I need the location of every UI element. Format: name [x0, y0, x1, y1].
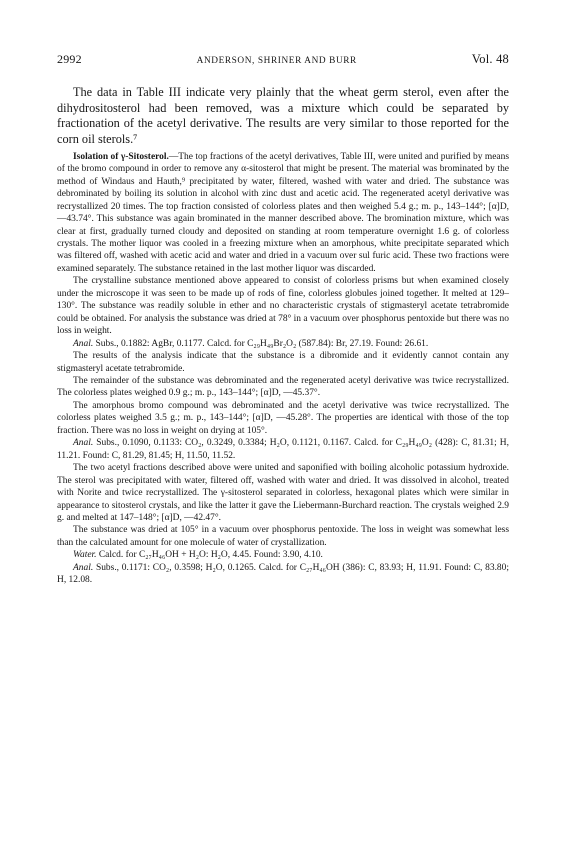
intro-section — [57, 85, 509, 148]
analysis-text: Subs., 0.1171: CO₂, 0.3598; H₂O, 0.1265. Calcd. for C₂₇H₄₆OH (386): C, 83.93; H, 11.91. Found: C, 83.80; H, 12.08. — [57, 562, 509, 586]
paragraph-saponification: The two acetyl fractions described above were united and saponified with boiling alcoholic potassium hydroxide. The sterol was precipitated with water, filtered off, washed with water and dried. It was dissolved in alcohol, treated with Norite and twice recrystallized. The γ-sitosterol separated in colorless, hexagonal plates which were similar in appearance to sitosterol crystals, and like the latter it gave the Liebermann-Burchard reaction. The crystals weighed 2.9 g. and melted at 147–148°; [α]D, —42.47°. — [57, 463, 509, 523]
volume-label: Vol. 48 — [471, 52, 509, 66]
section-heading: Isolation of γ-Sitosterol. — [73, 151, 169, 162]
analysis-line-1 — [57, 338, 509, 350]
analysis-text: Subs., 0.1090, 0.1133: CO₂, 0.3249, 0.3384; H₂O, 0.1121, 0.1167. Calcd. for C₂₉H₄₉O₂ (428): C, 81.31; H, 11.21. Found: C, 81.29, 81.45; H, 11.50, 11.52. — [57, 438, 509, 461]
water-text: Calcd. for C₂₇H₄₆OH + H₂O: H₂O, 4.45. Found: 3.90, 4.10. — [96, 550, 323, 561]
paragraph-remainder: The remainder of the substance was debrominated and the regenerated acetyl derivative was twice recrystallized. The colorless plates weighed 0.9 g.; m. p., 143–144°; [α]D, —45.37°. — [57, 375, 509, 399]
experimental-section — [57, 151, 509, 587]
paragraph-amorphous: The amorphous bromo compound was debrominated and the acetyl derivative was twice recrystallized. The colorless plates weighed 3.5 g.; m. p., 143–144°; [α]D, —45.28°. The properties are identical with those of the top fraction. There was no loss in weight on drying at 105°. — [57, 400, 509, 436]
paragraph-results: The results of the analysis indicate that the substance is a dibromide and it evidently cannot contain any stigmasteryl acetate tetrabromide. — [57, 351, 509, 374]
intro-paragraph: The data in Table III indicate very plainly that the wheat germ sterol, even after the dihydrositosterol had been removed, was a mixture which could be separated by fractionation of the acetyl derivative. The results are very similar to those reported for the corn oil sterols.⁷ — [57, 85, 509, 147]
paragraph-crystalline: The crystalline substance mentioned above appeared to consist of colorless prisms but when examined closely under the microscope it was seen to be made up of rods of fine, colorless globules joined together. It melted at 129–130°. The substance was readily soluble in ether and no characteristic crystals of stigmasteryl acetate tetrabromide could be obtained. For analysis the substance was dried at 78° in a vacuum over phosphorus pentoxide but there was no loss in weight. — [57, 276, 509, 337]
analysis-text: Subs., 0.1882: AgBr, 0.1177. Calcd. for C₂₉H₄₉Br₂O₂ (587.84): Br, 27.19. Found: 26.61. — [93, 338, 429, 349]
water-label: Water. — [73, 550, 97, 561]
paragraph-drying: The substance was dried at 105° in a vacuum over phosphorus pentoxide. The loss in weight was somewhat less than the calculated amount for one molecule of water of crystallization. — [57, 525, 509, 548]
running-title: ANDERSON, SHRINER AND BURR — [196, 56, 357, 66]
analysis-line-3 — [57, 562, 509, 587]
page-number: 2992 — [57, 52, 82, 66]
analysis-label: Anal. — [73, 562, 94, 573]
analysis-label: Anal. — [73, 338, 94, 349]
page-header — [57, 52, 509, 67]
analysis-label: Anal. — [73, 438, 94, 449]
water-analysis — [57, 549, 509, 561]
paragraph-isolation — [57, 151, 509, 276]
analysis-line-2 — [57, 437, 509, 462]
paragraph-isolation-text: —The top fractions of the acetyl derivatives, Table III, were united and purified by means of the bromo compound in order to remove any α-sitosterol that might be present. The material was brominated by the method of Windaus and Hauth,⁹ precipitated by water, filtered, washed with water and dried. The substance was debrominated by boiling its solution in alcohol with zinc dust and acetic acid. The regenerated acetyl derivative was recrystallized 20 times. The top fraction consisted of colorless plates and then weighed 5.4 g.; m. p., 143–144°; [α]D, —43.74°. This substance was again brominated in the manner described above. The bromination mixture, which was clear at first, gradually turned cloudy and deposited on standing at room temperature overnight 1.6 g. of colorless crystals. The mother liquor was cooled in a freezing mixture when an amorphous, white precipitate separated which was filtered off, washed with acetic acid and water and dried in a vacuum over sul furic acid. These two fractions were examined separately. The substance retained in the last mother liquor was discarded. — [57, 151, 509, 274]
